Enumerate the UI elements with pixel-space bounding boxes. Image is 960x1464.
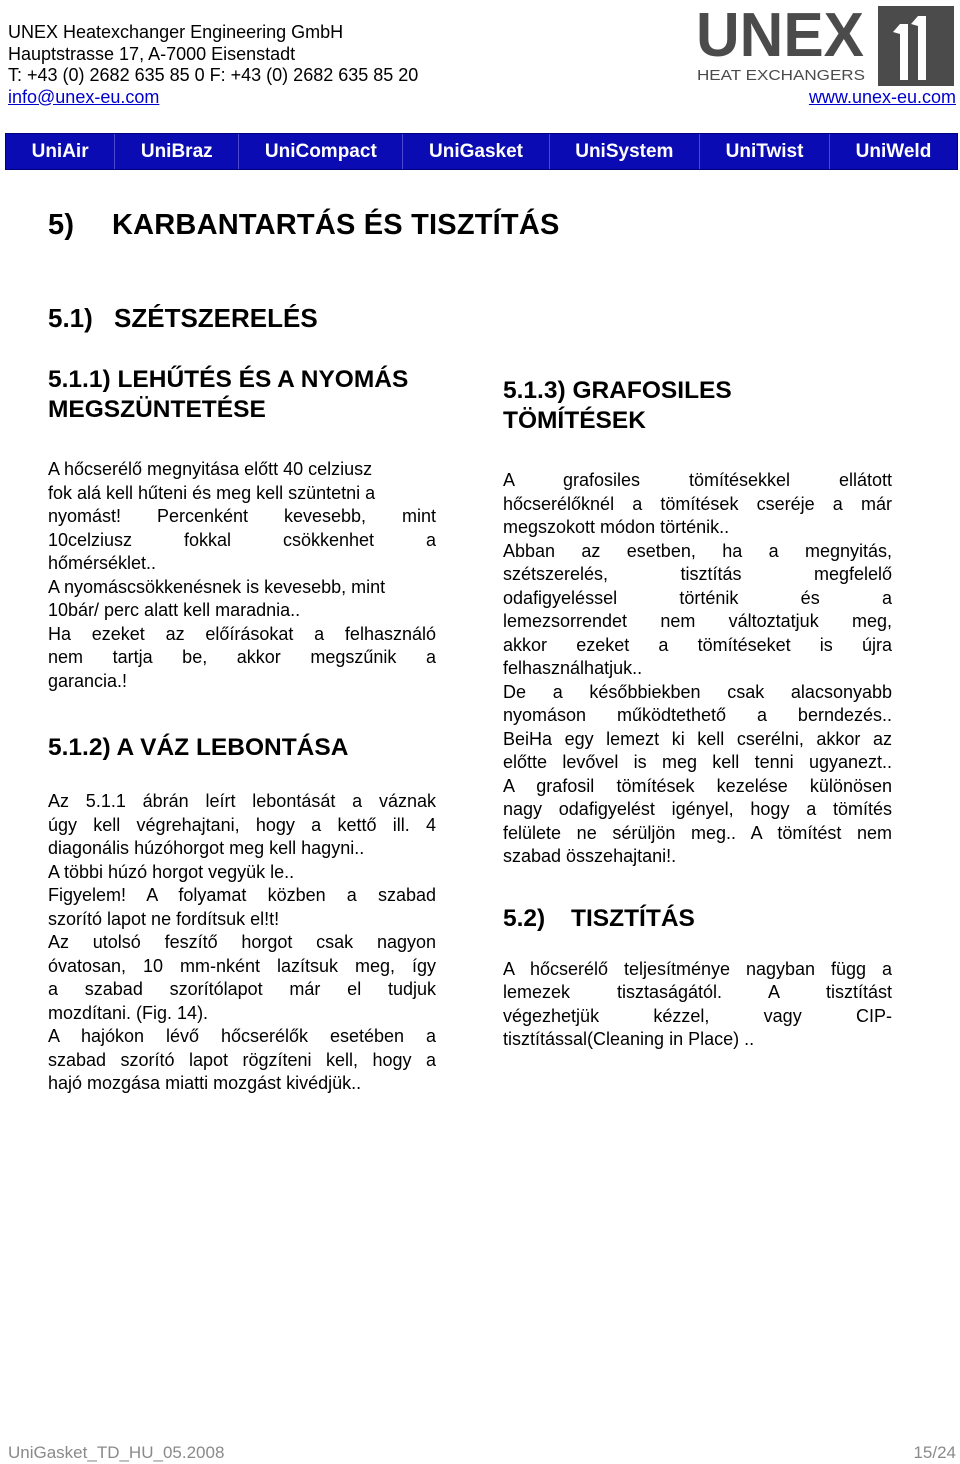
heading-cooling [48,365,436,425]
nav-item-unicompact[interactable]: UniCompact [239,134,403,169]
text-line: úgy kell végrehajtani, hogy a kettő ill. 4 [48,814,436,835]
text-line: szétszerelés, tisztítás megfelelő [503,564,892,584]
heading-cleaning-title: TISZTÍTÁS [571,904,695,932]
text-line: hőmérséklet.. [48,553,157,573]
company-name: UNEX Heatexchanger Engineering GmbH [8,22,344,42]
text-line: A többi húzó horgot vegyük le.. [48,861,295,882]
text-line: Abban az esetben, ha a megnyitás, [503,540,892,561]
text-line: tisztítással(Cleaning in Place) .. [503,1029,755,1049]
text-line: Az 5.1.1 ábrán leírt lebontását a váznak [48,791,436,811]
text-line: Az utolsó feszítő horgot csak nagyon [48,932,436,952]
text-line: A hőcserélő megnyitása előtt 40 celziusz [48,459,373,479]
text-line: nem tartja be, akkor megszűnik a [48,647,436,667]
text-line: szabad szorító lapot rögzíteni kell, hogy a [48,1049,436,1070]
heading-graphite-line2: TÖMÍTÉSEK [503,407,646,434]
text-line: mozdítani. (Fig. 14). [48,1002,209,1023]
product-nav [5,133,958,170]
logo-subtext: HEAT EXCHANGERS [697,68,865,84]
logo-text: UNEX [696,4,864,70]
heading-cooling-line2: MEGSZÜNTETÉSE [48,396,266,423]
text-line: óvatosan, 10 mm-nként lazítsuk meg, így [48,955,436,976]
text-line: Ha ezeket az előírásokat a felhasználó [48,623,436,644]
text-line: A nyomáscsökkenésnek is kevesebb, mint [48,576,386,597]
text-line: A grafosiles tömítésekkel ellátott [503,470,892,490]
company-phone-fax: T: +43 (0) 2682 635 85 0 F: +43 (0) 2682 635 85 20 [8,65,419,85]
text-line: nyomáson működtethető a berndezés.. [503,705,892,725]
text-line: akkor ezeket a tömítéseket is újra [503,634,892,655]
email-link[interactable]: info@unex-eu.com [8,86,160,107]
subsection-heading [48,303,318,334]
text-line: 10celziusz fokkal csökkenhet a [48,529,436,550]
subsection-title: SZÉTSZERELÉS [114,303,318,333]
right-column [503,376,892,1052]
text-line: BeiHa egy lemezt ki kell cserélni, akkor az [503,728,892,749]
text-line: felhasználhatjuk.. [503,658,643,678]
section-heading [48,209,560,242]
heading-cooling-line1: 5.1.1) LEHŰTÉS ÉS A NYOMÁS [48,366,409,393]
text-line: garancia.! [48,670,128,691]
text-line: szorító lapot ne fordítsuk el!t! [48,908,280,929]
paragraph-frame [48,790,436,1096]
paragraph-cleaning [503,958,892,1052]
website-link[interactable]: www.unex-eu.com [808,87,956,107]
text-line: felülete ne sérüljön meg.. A tömítést nem [503,822,892,843]
nav-item-uniair[interactable]: UniAir [6,134,115,169]
company-address: Hauptstrasse 17, A-7000 Eisenstadt [8,43,296,64]
text-line: végezhetjük kézzel, vagy CIP- [503,1005,892,1026]
text-line: odafigyeléssel történik és a [503,587,892,608]
text-line: hőcserélőknél a tömítések cseréje a már [503,493,892,514]
nav-item-uniweld[interactable]: UniWeld [855,140,932,162]
text-line: 10bár/ perc alatt kell maradnia.. [48,600,301,620]
text-line: szabad összehajtani!. [503,846,677,866]
text-line: diagonális húzóhorgot meg kell hagyni.. [48,838,365,858]
subsection-number: 5.1) [48,303,93,333]
nav-item-unigasket[interactable]: UniGasket [403,134,549,169]
company-info [8,22,418,108]
heading-cleaning [503,905,892,933]
text-line: előtte levővel is meg kell tenni ugyanezt.. [503,752,892,772]
text-line: a szabad szorítólapot már el tudjuk [48,979,436,999]
heading-frame: 5.1.2) A VÁZ LEBONTÁSA [48,734,349,761]
nav-item-unibraz[interactable]: UniBraz [115,134,239,169]
text-line: lemezek tisztaságától. A tisztítást [503,982,892,1002]
paragraph-cooling [48,458,436,693]
text-line: hajó mozgása miatti mozgást kivédjük.. [48,1073,362,1093]
paragraph-graphite [503,469,892,869]
text-line: A hőcserélő teljesítménye nagyban függ a [503,958,892,979]
nav-item-unitwist[interactable]: UniTwist [700,134,830,169]
text-line: Figyelem! A folyamat közben a szabad [48,885,436,905]
left-column [48,365,436,1096]
section-number: 5) [48,209,75,241]
text-line: A grafosil tömítések kezelése különösen [503,775,892,796]
heading-graphite-line1: 5.1.3) GRAFOSILES [503,377,732,404]
section-title: KARBANTARTÁS ÉS TISZTÍTÁS [112,209,560,241]
heading-graphite [503,376,892,436]
text-line: A hajókon lévő hőcserélők esetében a [48,1026,436,1046]
text-line: nagy odafigyelést igényel, hogy a tömítés [503,799,892,819]
text-line: megszokott módon történik.. [503,517,730,537]
heading-cleaning-number: 5.2) [503,904,546,932]
text-line: lemezsorrendet nem változtatjuk meg, [503,611,892,631]
text-line: nyomást! Percenként kevesebb, mint [48,506,436,526]
nav-item-unisystem[interactable]: UniSystem [550,134,700,169]
footer-page-number: 15/24 [913,1443,956,1462]
unex-logo [694,4,956,88]
text-line: fok alá kell hűteni és meg kell szüntetni a [48,482,376,503]
footer-doc-id: UniGasket_TD_HU_05.2008 [8,1443,225,1462]
text-line: De a későbbiekben csak alacsonyabb [503,681,892,702]
